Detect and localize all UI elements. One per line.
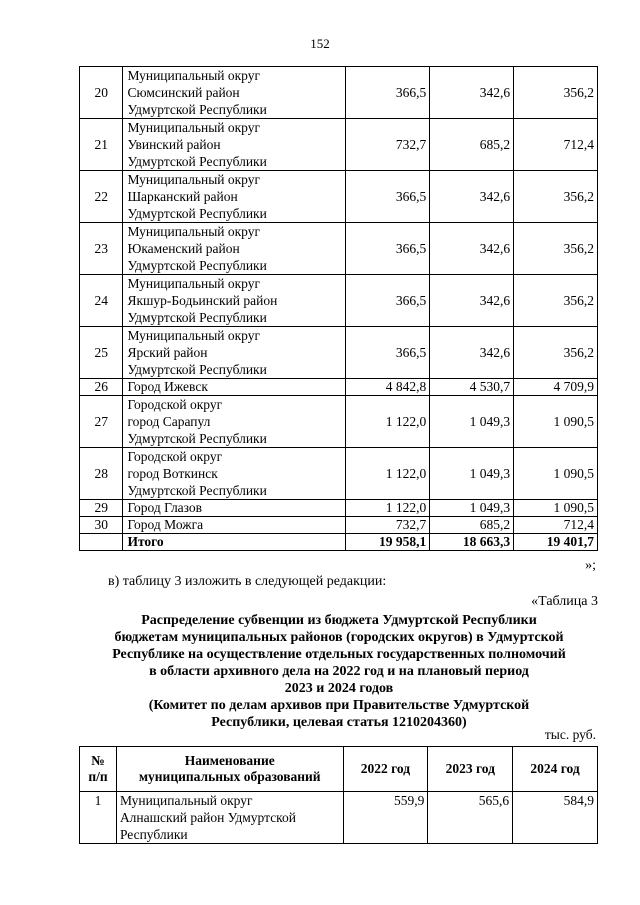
name-line: Муниципальный округ (127, 276, 261, 291)
value-2024: 356,2 (514, 171, 598, 223)
value-2024: 4 709,9 (514, 379, 598, 396)
row-number: 24 (80, 275, 123, 327)
name-line: Город Глазов (127, 500, 203, 515)
municipality-name (123, 67, 346, 119)
name-line: Муниципальный округ (127, 328, 261, 343)
municipality-name (123, 327, 346, 379)
value-2024: 712,4 (514, 119, 598, 171)
value-2024: 356,2 (514, 275, 598, 327)
name-line: Алнашский район Удмуртской (119, 810, 297, 825)
municipality-name (123, 500, 346, 517)
row-number: 1 (80, 792, 117, 844)
row-number: 27 (80, 396, 123, 448)
name-line: Ярский район (127, 345, 208, 360)
value-2022: 1 122,0 (346, 500, 430, 517)
value-2022: 559,9 (343, 792, 428, 844)
quote-end: »; (585, 558, 596, 573)
total-2024: 19 401,7 (514, 534, 598, 551)
value-2022: 366,5 (346, 67, 430, 119)
total-row (80, 534, 598, 551)
distribution-table-continued (79, 66, 598, 551)
row-number: 28 (80, 448, 123, 500)
value-2024: 356,2 (514, 67, 598, 119)
total-2022: 19 958,1 (346, 534, 430, 551)
municipality-name (116, 792, 343, 844)
name-line: Удмуртской Республики (127, 154, 267, 169)
name-line: Республики (119, 827, 188, 842)
value-2024: 1 090,5 (514, 500, 598, 517)
row-number: 23 (80, 223, 123, 275)
value-2023: 342,6 (430, 275, 514, 327)
value-2023: 1 049,3 (430, 396, 514, 448)
table-label: «Таблица 3 (531, 594, 598, 609)
table-row (80, 223, 598, 275)
name-line: Удмуртской Республики (127, 102, 267, 117)
total-label: Итого (123, 534, 346, 551)
name-line: Удмуртской Республики (127, 483, 267, 498)
name-line: Удмуртской Республики (127, 310, 267, 325)
value-2023: 685,2 (430, 119, 514, 171)
table-row (80, 275, 598, 327)
name-line: Город Можга (127, 517, 204, 532)
value-2022: 366,5 (346, 223, 430, 275)
table-row (80, 396, 598, 448)
page-number: 152 (310, 36, 330, 51)
row-number: 25 (80, 327, 123, 379)
total-num (80, 534, 123, 551)
name-line: Удмуртской Республики (127, 362, 267, 377)
value-2024: 356,2 (514, 327, 598, 379)
value-2023: 342,6 (430, 223, 514, 275)
instruction-text: в) таблицу 3 изложить в следующей редакции: (108, 574, 387, 589)
name-line: Увинский район (127, 137, 221, 152)
header-2024: 2024 год (513, 747, 598, 792)
value-2022: 1 122,0 (346, 396, 430, 448)
name-line: Муниципальный округ (127, 224, 261, 239)
heading-line: (Комитет по делам архивов при Правительстве Удмуртской (148, 698, 530, 713)
heading-line: в области архивного дела на 2022 год и на плановый период (149, 664, 529, 679)
header-2022: 2022 год (343, 747, 428, 792)
value-2023: 342,6 (430, 327, 514, 379)
name-line: Городской округ (127, 449, 223, 464)
table-heading (78, 612, 600, 731)
name-line: Удмуртской Республики (127, 431, 267, 446)
header-num: № п/п (80, 747, 117, 792)
table-row (80, 327, 598, 379)
value-2023: 685,2 (430, 517, 514, 534)
name-line: Муниципальный округ (127, 172, 261, 187)
header-2023: 2023 год (428, 747, 513, 792)
row-number: 20 (80, 67, 123, 119)
name-line: Город Ижевск (127, 379, 208, 394)
row-number: 29 (80, 500, 123, 517)
value-2022: 366,5 (346, 275, 430, 327)
value-2023: 342,6 (430, 67, 514, 119)
row-number: 22 (80, 171, 123, 223)
table-row (80, 67, 598, 119)
value-2022: 4 842,8 (346, 379, 430, 396)
value-2022: 732,7 (346, 119, 430, 171)
value-2022: 1 122,0 (346, 448, 430, 500)
value-2022: 366,5 (346, 327, 430, 379)
municipality-name (123, 517, 346, 534)
value-2023: 565,6 (428, 792, 513, 844)
heading-line: Республике на осуществление отдельных государственных полномочий (112, 647, 566, 662)
value-2024: 1 090,5 (514, 448, 598, 500)
value-2024: 712,4 (514, 517, 598, 534)
name-line: Муниципальный округ (127, 120, 261, 135)
name-line: Шарканский район (127, 189, 238, 204)
row-number: 21 (80, 119, 123, 171)
municipality-name (123, 171, 346, 223)
value-2024: 584,9 (513, 792, 598, 844)
table-row (80, 379, 598, 396)
value-2022: 732,7 (346, 517, 430, 534)
name-line: Юкаменский район (127, 241, 240, 256)
heading-line: Республики, целевая статья 1210204360) (211, 715, 467, 730)
name-line: город Воткинск (127, 466, 218, 481)
municipality-name (123, 223, 346, 275)
municipality-name (123, 119, 346, 171)
row-number: 30 (80, 517, 123, 534)
value-2023: 1 049,3 (430, 500, 514, 517)
name-line: Муниципальный округ (127, 68, 261, 83)
value-2024: 356,2 (514, 223, 598, 275)
name-line: Городской округ (127, 397, 223, 412)
municipality-name (123, 396, 346, 448)
name-line: Муниципальный округ (119, 793, 253, 808)
heading-line: бюджетам муниципальных районов (городских округов) в Удмуртской (114, 630, 564, 645)
name-line: Сюмсинский район (127, 85, 240, 100)
name-line: Удмуртской Республики (127, 206, 267, 221)
table-row (80, 792, 598, 844)
table-row (80, 448, 598, 500)
name-line: Якшур-Бодьинский район (127, 293, 278, 308)
value-2022: 366,5 (346, 171, 430, 223)
archive-subvention-table (79, 746, 598, 844)
table-row (80, 517, 598, 534)
heading-line: Распределение субвенции из бюджета Удмуртской Республики (141, 613, 537, 628)
value-2023: 342,6 (430, 171, 514, 223)
total-2023: 18 663,3 (430, 534, 514, 551)
table-row (80, 500, 598, 517)
unit-label: тыс. руб. (544, 727, 596, 742)
row-number: 26 (80, 379, 123, 396)
value-2023: 4 530,7 (430, 379, 514, 396)
value-2024: 1 090,5 (514, 396, 598, 448)
table-row (80, 171, 598, 223)
table-row (80, 119, 598, 171)
header-name: Наименование муниципальных образований (116, 747, 343, 792)
municipality-name (123, 275, 346, 327)
name-line: Удмуртской Республики (127, 258, 267, 273)
municipality-name (123, 448, 346, 500)
table-header-row (80, 747, 598, 792)
municipality-name (123, 379, 346, 396)
name-line: город Сарапул (127, 414, 211, 429)
heading-line: 2023 и 2024 годов (284, 681, 394, 696)
value-2023: 1 049,3 (430, 448, 514, 500)
